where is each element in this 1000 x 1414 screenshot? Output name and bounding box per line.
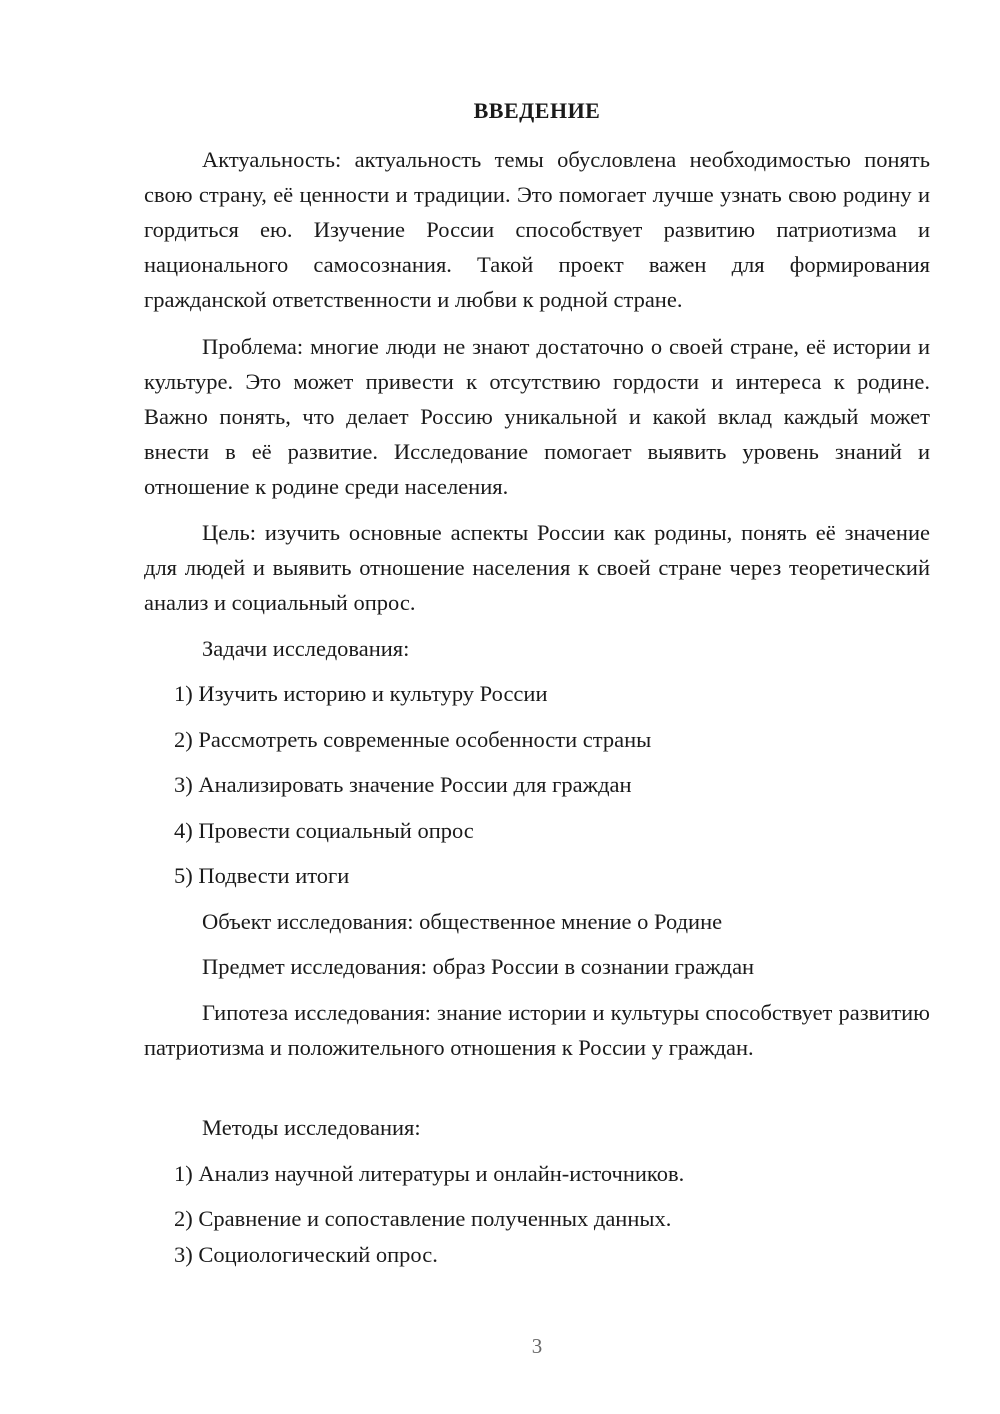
task-item: 3) Анализировать значение России для граждан bbox=[174, 772, 632, 797]
section-title: ВВЕДЕНИЕ bbox=[473, 98, 601, 123]
task-item: 5) Подвести итоги bbox=[174, 863, 350, 888]
research-object: Объект исследования: общественное мнение о Родине bbox=[202, 909, 723, 934]
task-item: 1) Изучить историю и культуру России bbox=[174, 681, 548, 706]
paragraph-hypothesis: Гипотеза исследования: знание истории и культуры способствует развитию патриотизма и положительного отношения к России у граждан. bbox=[144, 1000, 930, 1060]
research-subject: Предмет исследования: образ России в сознании граждан bbox=[202, 954, 755, 979]
method-item: 3) Социологический опрос. bbox=[174, 1242, 438, 1267]
task-item: 2) Рассмотреть современные особенности страны bbox=[174, 727, 652, 752]
document-page bbox=[144, 0, 930, 1414]
tasks-heading: Задачи исследования: bbox=[202, 636, 410, 661]
paragraph-goal: Цель: изучить основные аспекты России как родины, понять её значение для людей и выявить отношение населения к своей стране через теоретический анализ и социальный опрос. bbox=[144, 520, 930, 615]
methods-heading: Методы исследования: bbox=[202, 1115, 421, 1140]
method-item: 2) Сравнение и сопоставление полученных данных. bbox=[174, 1206, 672, 1231]
method-item: 1) Анализ научной литературы и онлайн-источников. bbox=[174, 1161, 685, 1186]
paragraph-relevance: Актуальность: актуальность темы обусловлена необходимостью понять свою страну, её ценности и традиции. Это помогает лучше узнать свою родину и гордиться ею. Изучение России способствует развитию патриотизма и национального самосознания. Такой проект важен для формирования гражданской ответственности и любви к родной стране. bbox=[144, 147, 930, 312]
paragraph-problem: Проблема: многие люди не знают достаточно о своей стране, её истории и культуре. Это может привести к отсутствию гордости и интереса к родине. Важно понять, что делает Россию уникальной и какой вклад каждый может внести в её развитие. Исследование помогает выявить уровень знаний и отношение к родине среди населения. bbox=[144, 334, 930, 499]
task-item: 4) Провести социальный опрос bbox=[174, 818, 474, 843]
page-number: 3 bbox=[531, 1334, 543, 1358]
